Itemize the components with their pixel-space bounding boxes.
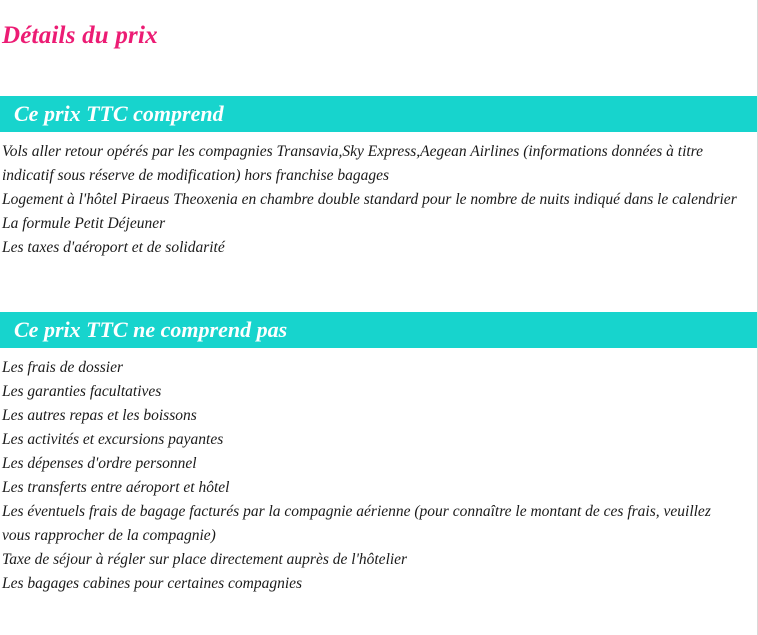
list-item: Les taxes d'aéroport et de solidarité — [2, 239, 225, 257]
page-title: Détails du prix — [2, 22, 158, 49]
list-item: Les bagages cabines pour certaines compagnies — [2, 575, 303, 593]
section-header-excludes-label: Ce prix TTC ne comprend pas — [14, 317, 288, 343]
list-item: Les garanties facultatives — [2, 383, 162, 401]
list-item: Taxe de séjour à régler sur place directement auprès de l'hôtelier — [2, 551, 408, 569]
section-header-includes — [0, 96, 757, 132]
section-price-excludes — [0, 312, 757, 596]
list-item: Les éventuels frais de bagage facturés par la compagnie aérienne (pour connaître le montant de ces frais, veuillez vous rapprocher de la compagnie) — [2, 503, 711, 545]
list-item: Les autres repas et les boissons — [2, 407, 197, 425]
list-item: Les activités et excursions payantes — [2, 431, 224, 449]
list-item: Vols aller retour opérés par les compagnies Transavia,Sky Express,Aegean Airlines (informations données à titre indicatif sous réserve de modification) hors franchise bagages — [2, 143, 704, 185]
list-item: Les frais de dossier — [2, 359, 123, 377]
list-item: Les transferts entre aéroport et hôtel — [2, 479, 230, 497]
list-item: Les dépenses d'ordre personnel — [2, 455, 197, 473]
section-body-includes — [0, 132, 757, 260]
list-item: Logement à l'hôtel Piraeus Theoxenia en chambre double standard pour le nombre de nuits indiqué dans le calendrier — [2, 191, 737, 209]
section-body-excludes — [0, 348, 757, 596]
section-header-includes-label: Ce prix TTC comprend — [14, 101, 224, 126]
section-header-excludes — [0, 312, 757, 348]
list-item: La formule Petit Déjeuner — [2, 215, 166, 233]
section-price-includes — [0, 96, 757, 260]
